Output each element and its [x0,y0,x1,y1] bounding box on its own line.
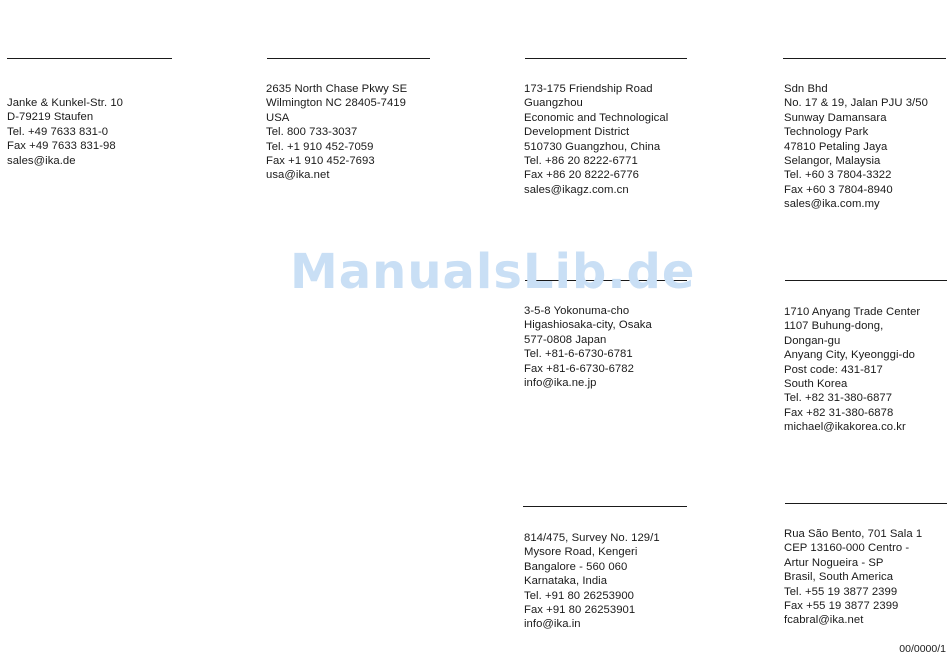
divider-rule [7,58,172,59]
address-line: Higashiosaka-city, Osaka [524,319,652,332]
phone-line: Tel. +86 20 8222-6771 [524,155,638,168]
address-line: 510730 Guangzhou, China [524,140,661,153]
fax-line: Fax +82 31-380-6878 [784,406,894,419]
email-link[interactable]: sales@ika.com.my [784,198,880,211]
email-link[interactable]: michael@ikakorea.co.kr [784,421,906,434]
address-line: 47810 Petaling Jaya [784,140,888,153]
address-line: Post code: 431-817 [784,363,883,376]
address-line: Bangalore - 560 060 [524,560,628,573]
address-line: Karnataka, India [524,575,608,588]
address-line: 1107 Buhung-dong, [784,320,884,333]
address-line: No. 17 & 19, Jalan PJU 3/50 [784,97,928,110]
address-block-china [524,82,668,197]
address-line: 814/475, Survey No. 129/1 [524,532,660,544]
email-link[interactable]: fcabral@ika.net [784,614,864,627]
address-line: Rua São Bento, 701 Sala 1 [784,528,923,540]
fax-line: Fax +49 7633 831-98 [7,140,116,153]
divider-rule [785,280,947,281]
address-line: D-79219 Staufen [7,111,94,124]
phone-line: Tel. +81-6-6730-6781 [524,348,633,361]
phone-line: Tel. +82 31-380-6877 [784,392,893,405]
address-line: Development District [524,126,630,139]
fax-line: Fax +1 910 452-7693 [266,155,375,168]
email-link[interactable]: info@ika.in [524,618,581,631]
address-block-brazil [784,527,922,628]
email-link[interactable]: sales@ika.de [7,154,76,167]
address-line: Dongan-gu [784,334,841,347]
address-line: Guangzhou [524,97,583,110]
phone-line: Tel. 800 733-3037 [266,126,358,139]
watermark-text: ManualsLib.de [290,244,696,300]
fax-line: Fax +81-6-6730-6782 [524,362,634,375]
address-line: 173-175 Friendship Road [524,83,653,95]
address-line: Anyang City, Kyeonggi-do [784,349,915,362]
fax-line: Fax +60 3 7804-8940 [784,183,893,196]
phone-line: Tel. +91 80 26253900 [524,589,634,602]
address-block-malaysia [784,82,928,212]
address-line: Mysore Road, Kengeri [524,546,638,559]
divider-rule [267,58,430,59]
address-line: 577-0808 Japan [524,333,607,346]
address-line: USA [266,111,290,124]
address-line: Wilmington NC 28405-7419 [266,97,406,110]
address-block-usa [266,82,407,183]
address-line: Janke & Kunkel-Str. 10 [7,97,124,109]
address-line: Sunway Damansara [784,111,887,124]
address-line: Economic and Technological [524,111,669,124]
fax-line: Fax +55 19 3877 2399 [784,600,899,613]
address-block-india [524,531,660,632]
phone-line: Tel. +60 3 7804-3322 [784,169,892,182]
divider-rule [523,506,687,507]
address-line: Technology Park [784,126,869,139]
phone-line: Tel. +1 910 452-7059 [266,140,374,153]
fax-line: Fax +86 20 8222-6776 [524,169,640,182]
address-line: Selangor, Malaysia [784,155,881,168]
address-line: Artur Nogueira - SP [784,556,884,569]
address-line: 3-5-8 Yokonuma-cho [524,305,630,317]
phone-line: Tel. +55 19 3877 2399 [784,585,898,598]
phone-line: Tel. +49 7633 831-0 [7,125,109,138]
address-block-germany [7,96,123,168]
email-link[interactable]: info@ika.ne.jp [524,377,597,390]
address-line: 2635 North Chase Pkwy SE [266,83,408,95]
address-line: South Korea [784,378,848,391]
divider-rule [525,58,687,59]
email-link[interactable]: usa@ika.net [266,169,330,182]
address-line: Brasil, South America [784,571,894,584]
divider-rule [785,503,947,504]
address-block-korea [784,305,920,435]
address-line: Sdn Bhd [784,83,828,95]
email-link[interactable]: sales@ikagz.com.cn [524,183,629,196]
document-code: 00/0000/1 [899,643,946,655]
address-line: 1710 Anyang Trade Center [784,306,921,318]
address-line: CEP 13160-000 Centro - [784,542,910,555]
fax-line: Fax +91 80 26253901 [524,604,636,617]
address-block-japan [524,304,652,390]
divider-rule [783,58,946,59]
